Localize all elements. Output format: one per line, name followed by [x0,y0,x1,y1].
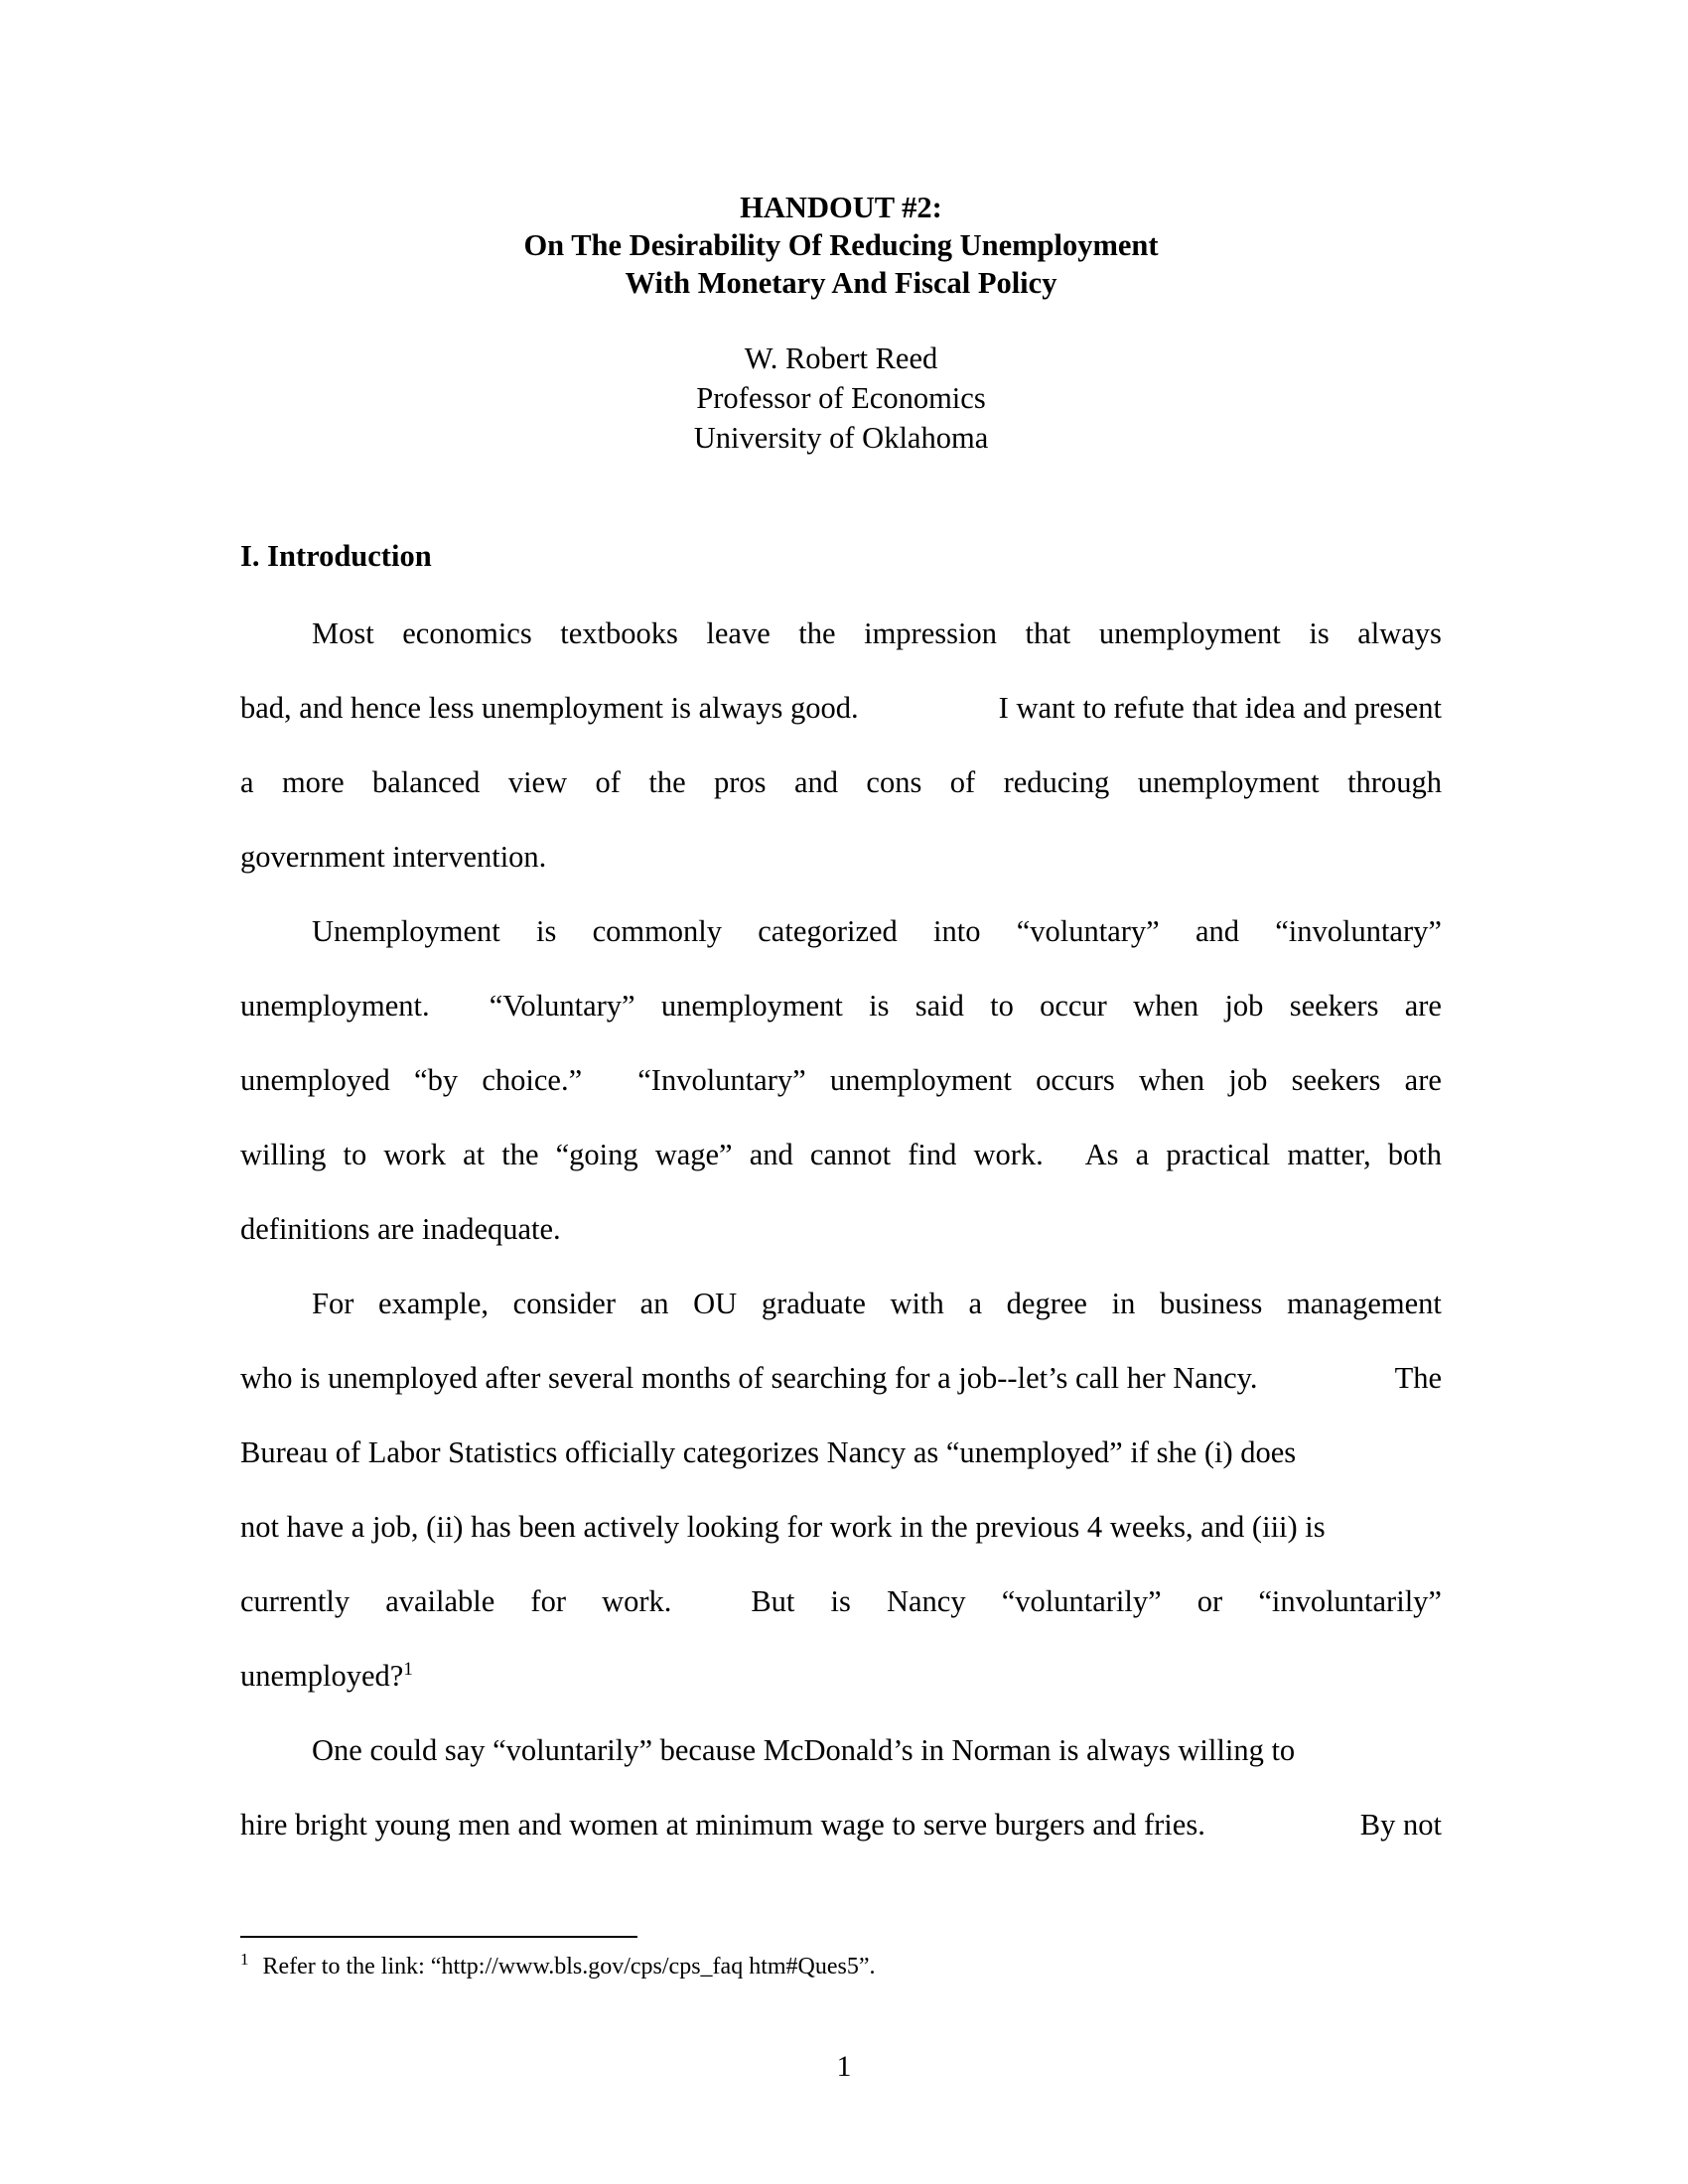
line-word [1323,1341,1331,1416]
paragraph-4 [240,1713,1442,1862]
page-number: 1 [836,2050,852,2083]
line-word: consider [512,1287,616,1320]
line-word: balanced [372,765,481,799]
author-block [240,339,1442,458]
line-word: more [281,765,345,799]
line-word: is [1309,616,1330,650]
line-word: “voluntarily” [1001,1584,1162,1618]
line-word: graduate [761,1287,866,1320]
line-word: One could say “voluntarily” because McDonald’s in Norman is always willing to [312,1733,1296,1767]
line-word: is [869,989,890,1023]
paragraph-1 [240,597,1442,894]
line-word: work. [602,1584,672,1618]
line-word: “involuntary” [1275,914,1442,948]
line-word: Unemployment [312,914,500,948]
title-line-2: On The Desirability Of Reducing Unemployment [523,228,1159,262]
line-word: unemployed [240,1063,390,1097]
line-word [924,671,932,746]
line-word [708,1565,716,1639]
line-word: who is unemployed after several months of searching for a job--let’s call her Nancy. [240,1361,1258,1395]
line-word: But [751,1584,795,1618]
line-word: a [1135,1138,1150,1171]
line-word: I want to refute that idea and present [998,691,1442,725]
line-word: the [798,616,836,650]
line-word: always [1357,616,1442,650]
line-word: into [933,914,981,948]
line-word: and [1195,914,1239,948]
line-word [1279,1788,1287,1862]
line-word: seekers [1289,989,1379,1023]
line-word: The [1394,1361,1442,1395]
author-title: Professor of Economics [696,381,986,415]
title-line-3: With Monetary And Fiscal Policy [625,266,1057,300]
line-word: willing [240,1138,327,1171]
line-word: management [1287,1287,1442,1320]
paragraph-4-line-2 [240,1788,1442,1862]
footnote-marker: 1 [240,1950,249,1969]
line-word: degree [1006,1287,1087,1320]
line-word: unemployment [829,1063,1012,1097]
line-word [456,969,464,1043]
paragraph-3-line-1 [240,1267,1442,1341]
paragraph-3-line-3 [240,1416,1442,1490]
document-title [240,189,1442,302]
line-word: or [1196,1584,1223,1618]
line-word: to [343,1138,367,1171]
line-word: “going [555,1138,638,1171]
line-word: As [1084,1138,1119,1171]
footnote-separator-rule [240,1936,637,1938]
line-word: commonly [592,914,723,948]
paragraph-2-line-4 [240,1118,1442,1192]
line-word: available [385,1584,495,1618]
line-word: are [1404,989,1442,1023]
section-heading-introduction: I. Introduction [240,539,432,573]
paragraph-2-line-1 [240,894,1442,969]
line-word [1060,1118,1068,1192]
footnote-1 [240,1952,1442,1981]
line-word: occurs [1036,1063,1115,1097]
paragraph-2-line-2 [240,969,1442,1043]
title-line-1: HANDOUT #2: [740,191,942,224]
line-word: “Involuntary” [637,1063,806,1097]
page-content [240,0,1442,1862]
line-word: at [463,1138,486,1171]
line-word: By not [1359,1808,1442,1842]
line-word: in [1111,1287,1136,1320]
line-word: the [501,1138,539,1171]
paragraph-2 [240,894,1442,1267]
line-word: unemployment. [240,989,430,1023]
line-word: reducing [1003,765,1110,799]
line-word: are [1404,1063,1442,1097]
paragraph-1-line-2 [240,671,1442,746]
footnote-area [240,1936,1442,1981]
line-word: through [1347,765,1442,799]
line-word: choice.” [482,1063,583,1097]
line-word: OU [693,1287,738,1320]
footnote-reference-1[interactable]: 1 [403,1658,413,1680]
line-word: economics [402,616,532,650]
line-word: “Voluntary” [489,989,635,1023]
line-word: impression [864,616,997,650]
paragraph-3-line-5 [240,1565,1442,1639]
line-word: is [830,1584,851,1618]
line-word: cons [866,765,922,799]
footnote-text: Refer to the link: “http://www.bls.gov/cps/cps_faq htm#Ques5”. [262,1954,876,1979]
line-word: For [312,1287,354,1320]
line-word: job [1228,1063,1268,1097]
line-word: occur [1040,989,1107,1023]
line-word: cannot [809,1138,892,1171]
line-word: a [968,1287,982,1320]
line-word: currently [240,1584,351,1618]
line-word: not have a job, (ii) has been actively looking for work in the previous 4 weeks, and (iii) is [240,1510,1326,1544]
line-word: seekers [1291,1063,1381,1097]
line-word: “voluntary” [1016,914,1160,948]
line-word: for [530,1584,566,1618]
author-affiliation: University of Oklahoma [693,421,989,455]
line-word: Bureau of Labor Statistics officially categorizes Nancy as “unemployed” if she (i) does [240,1435,1297,1469]
line-word: find [908,1138,957,1171]
line-word: work. [973,1138,1044,1171]
line-word: said [914,989,964,1023]
line-word: pros [714,765,767,799]
line-word [606,1043,614,1118]
line-word: unemployment [1098,616,1281,650]
paragraph-2-line-3 [240,1043,1442,1118]
paragraph-3-line-2 [240,1341,1442,1416]
line-word: example, [378,1287,489,1320]
line-word: is [535,914,557,948]
line-word: Nancy [886,1584,966,1618]
line-word: work [383,1138,447,1171]
line-word: wage” [654,1138,733,1171]
line-word: leave [706,616,771,650]
line-word: an [639,1287,669,1320]
paragraph-3-line-4 [240,1490,1442,1565]
paragraph-1-line-4: government intervention. [240,840,547,874]
line-word: Most [312,616,374,650]
line-word: job [1224,989,1264,1023]
line-word: unemployment [1137,765,1320,799]
paragraph-3-line-6-text: unemployed? [240,1659,404,1693]
line-word: and [793,765,838,799]
paragraph-1-line-1 [240,597,1442,671]
line-word: business [1160,1287,1263,1320]
line-word: “involuntarily” [1258,1584,1442,1618]
line-word: of [595,765,621,799]
line-word: hire bright young men and women at minimum wage to serve burgers and fries. [240,1808,1205,1842]
author-name: W. Robert Reed [744,341,938,375]
line-word: of [949,765,976,799]
line-word: a [240,765,254,799]
paragraph-4-line-1 [240,1713,1442,1788]
line-word: both [1387,1138,1442,1171]
line-word: bad, and hence less unemployment is always good. [240,691,859,725]
paragraph-3-line-6 [240,1639,1442,1713]
line-word: the [648,765,686,799]
line-word: when [1139,1063,1205,1097]
paragraph-3 [240,1267,1442,1713]
line-word: textbooks [560,616,678,650]
line-word: practical [1166,1138,1271,1171]
line-word: matter, [1287,1138,1371,1171]
paragraph-1-line-3 [240,746,1442,820]
line-word: “by [414,1063,459,1097]
line-word: and [749,1138,793,1171]
line-word: view [507,765,568,799]
line-word: when [1133,989,1199,1023]
line-word: with [890,1287,944,1320]
paragraph-2-line-5: definitions are inadequate. [240,1212,561,1246]
line-word: unemployment [660,989,843,1023]
line-word: to [990,989,1014,1023]
line-word: that [1025,616,1071,650]
line-word: categorized [758,914,898,948]
